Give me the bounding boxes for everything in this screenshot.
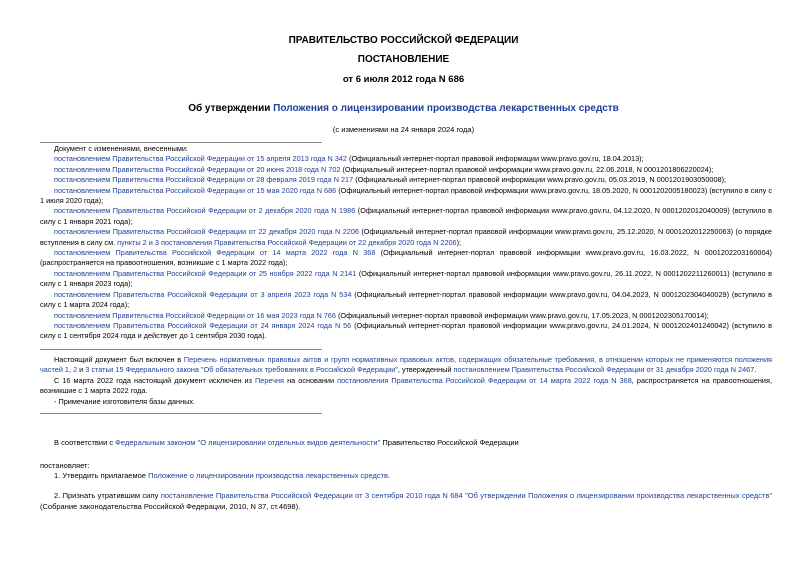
doc-type-heading: ПОСТАНОВЛЕНИЕ bbox=[357, 54, 450, 65]
amended-note: (с изменениями на 24 января 2024 года) bbox=[332, 125, 475, 134]
perechnya-link[interactable]: Перечня bbox=[255, 375, 284, 385]
note-db-maker: - Примечание изготовителя базы данных. bbox=[54, 396, 196, 406]
change-item: постановлением Правительства Российской Федерации от 3 апреля 2023 года N 534 (Официальный интернет-портал правовой информации www.pravo.gov.ru, 04.04.2023, N 0001202304040029) (вступило в силу с 1 марта 2024 года); bbox=[40, 289, 772, 310]
change-item: постановлением Правительства Российской Федерации от 28 февраля 2019 года N 217 (Официальный интернет-портал правовой информации www.pravo.gov.ru, 05.03.2019, N 0001201903050008); bbox=[54, 175, 727, 185]
change-link-secondary[interactable]: пункты 2 и 3 постановления Правительства Российской Федерации от 22 декабря 2020 года N 2206 bbox=[117, 237, 457, 247]
date-number-heading: от 6 июля 2012 года N 686 bbox=[342, 74, 465, 85]
part-2-link[interactable]: 2 bbox=[73, 365, 78, 375]
changes-block bbox=[40, 144, 772, 342]
change-item: постановлением Правительства Российской Федерации от 15 мая 2020 года N 686 (Официальный интернет-портал правовой информации www.pravo.gov.ru, 18.05.2020, N 0001202005180023) (вступило в силу с 1 июля 2020 года); bbox=[40, 185, 773, 206]
change-link[interactable]: постановлением Правительства Российской Федерации от 15 апреля 2013 года N 342 bbox=[54, 154, 347, 164]
change-item: постановлением Правительства Российской Федерации от 14 марта 2022 года N 368 (Официальный интернет-портал правовой информации www.pravo.gov.ru, 16.03.2022, N 0001202203160004) (распространяется на правоотношения, возникшие с 1 марта 2022 года); bbox=[40, 248, 772, 268]
change-item: постановлением Правительства Российской Федерации от 2 декабря 2020 года N 1986 (Официальный интернет-портал правовой информации www.pravo.gov.ru, 04.12.2020, N 0001202012040009) (вступило в силу с 1 января 2021 года); bbox=[40, 206, 772, 226]
resolution-684-link[interactable]: постановление Правительства Российской Федерации от 3 сентября 2010 года N 684 "Об утверждении Положения о лицензировании производства лекарственных средств" bbox=[160, 491, 773, 500]
change-item: постановлением Правительства Российской Федерации от 24 января 2024 года N 56 (Официальный интернет-портал правовой информации www.pravo.gov.ru, 24.01.2024, N 0001202401240042) (вступило в силу с 1 сентября 2024 года и действует до 1 сентября 2030 года). bbox=[40, 320, 773, 341]
change-link[interactable]: постановлением Правительства Российской Федерации от 2 декабря 2020 года N 1986 bbox=[54, 206, 356, 216]
licensing-law-link[interactable]: Федеральным законом "О лицензировании отдельных видов деятельности" bbox=[115, 438, 381, 447]
change-link[interactable]: постановлением Правительства Российской Федерации от 16 мая 2023 года N 766 bbox=[54, 310, 336, 320]
document-title bbox=[0, 103, 807, 114]
resolution-368-link[interactable]: постановления Правительства Российской Федерации от 14 марта 2022 года N 368 bbox=[337, 375, 632, 385]
change-link[interactable]: постановлением Правительства Российской Федерации от 24 января 2024 года N 56 bbox=[54, 320, 352, 330]
decree-word: постановляет: bbox=[40, 461, 90, 470]
clause-2: 2. Признать утратившим силу постановление Правительства Российской Федерации от 3 сентября 2010 года N 684 "Об утверждении Положения о лицензировании производства лекарственных средств" (Собрание законодательства Российской Федерации, 2010, N 37, ст.4698). bbox=[40, 491, 773, 511]
change-link[interactable]: постановлением Правительства Российской Федерации от 22 декабря 2020 года N 2206 bbox=[54, 227, 359, 237]
notes-block bbox=[40, 355, 772, 407]
law-article-link[interactable]: 3 статьи 15 Федерального закона "Об обязательных требованиях в Российской Федерации" bbox=[85, 365, 398, 375]
change-item: постановлением Правительства Российской Федерации от 25 ноября 2022 года N 2141 (Официальный интернет-портал правовой информации www.pravo.gov.ru, 26.11.2022, N 0001202211260011) (вступило в силу с 1 января 2023 года); bbox=[40, 268, 772, 289]
perechen-link[interactable]: Перечень нормативных правовых актов и групп нормативных правовых актов, содержащих обязательные требования, в отношении которых не применяются положения частей 1 bbox=[40, 355, 772, 375]
preamble bbox=[40, 438, 772, 449]
change-link[interactable]: постановлением Правительства Российской Федерации от 15 мая 2020 года N 686 bbox=[54, 185, 337, 195]
divider-top bbox=[40, 142, 322, 143]
clause-1: 1. Утвердить прилагаемое Положение о лицензировании производства лекарственных средств. bbox=[54, 471, 391, 480]
divider-middle bbox=[40, 349, 322, 350]
title-prefix: Об утверждении bbox=[188, 103, 274, 114]
change-link[interactable]: постановлением Правительства Российской Федерации от 25 ноября 2022 года N 2141 bbox=[54, 268, 357, 278]
change-item: постановлением Правительства Российской Федерации от 15 апреля 2013 года N 342 (Официальный интернет-портал правовой информации www.pravo.gov.ru, 18.04.2013); bbox=[54, 154, 644, 164]
change-item: постановлением Правительства Российской Федерации от 22 декабря 2020 года N 2206 (Официальный интернет-портал правовой информации www.pravo.gov.ru, 25.12.2020, N 0001202012250063) (о порядке вступления в силу см. пункты 2 и 3 постановления Правительства Российской Федерации от 22 декабря 2020 года N 2206); bbox=[40, 227, 772, 247]
change-link[interactable]: постановлением Правительства Российской Федерации от 3 апреля 2023 года N 534 bbox=[54, 289, 352, 299]
divider-bottom bbox=[40, 413, 322, 414]
change-link[interactable]: постановлением Правительства Российской Федерации от 28 февраля 2019 года N 217 bbox=[54, 175, 354, 185]
note-inclusion: Настоящий документ был включен в Перечень нормативных правовых актов и групп нормативных правовых актов, содержащих обязательные требования, в отношении которых не применяются положения частей 1, 2 и 3 статьи 15 Федерального закона "Об обязательных требованиях в Российской Федерации", утвержденный постановлением Правительства Российской Федерации от 31 декабря 2020 года N 2467. bbox=[40, 355, 772, 375]
changes-intro: Документ с изменениями, внесенными: bbox=[54, 144, 188, 153]
change-item: постановлением Правительства Российской Федерации от 20 июня 2018 года N 702 (Официальный интернет-портал правовой информации www.pravo.gov.ru, 22.06.2018, N 0001201806220024); bbox=[54, 164, 714, 174]
change-link[interactable]: постановлением Правительства Российской Федерации от 14 марта 2022 года N 368 bbox=[54, 248, 376, 258]
regulation-link[interactable]: Положение о лицензировании производства лекарственных средств bbox=[148, 471, 389, 480]
change-item: постановлением Правительства Российской Федерации от 16 мая 2023 года N 766 (Официальный интернет-портал правовой информации www.pravo.gov.ru, 17.05.2023, N 0001202305170014); bbox=[54, 310, 709, 320]
note-exclusion: С 16 марта 2022 года настоящий документ исключен из Перечня на основании постановления Правительства Российской Федерации от 14 марта 2022 года N 368, распространяется на правоотношения, возникшие с 1 марта 2022 года. bbox=[40, 375, 772, 396]
government-heading: ПРАВИТЕЛЬСТВО РОССИЙСКОЙ ФЕДЕРАЦИИ bbox=[288, 35, 519, 46]
resolution-2467-link[interactable]: постановлением Правительства Российской Федерации от 31 декабря 2020 года N 2467 bbox=[453, 365, 755, 375]
title-link[interactable]: Положения о лицензировании производства лекарственных средств bbox=[273, 103, 619, 114]
preamble-text: В соответствии с Федеральным законом "О лицензировании отдельных видов деятельности" Правительство Российской Федерации bbox=[54, 438, 519, 447]
change-link[interactable]: постановлением Правительства Российской Федерации от 20 июня 2018 года N 702 bbox=[54, 164, 341, 174]
